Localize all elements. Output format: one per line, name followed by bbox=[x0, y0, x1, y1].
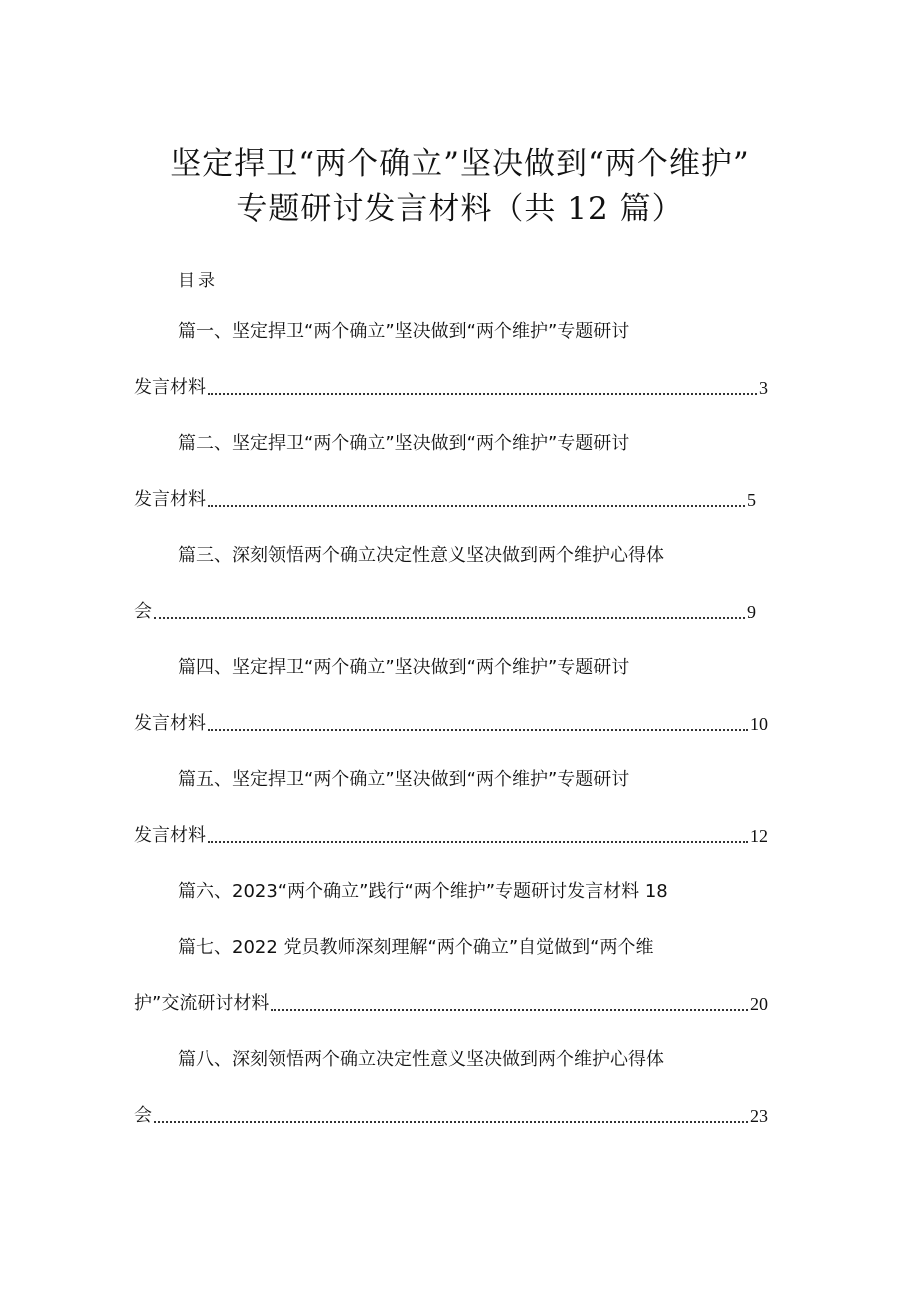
toc-entry-2-page: 5 bbox=[747, 490, 756, 510]
toc-entry-7-continuation[interactable] bbox=[134, 992, 768, 1016]
toc-entry-3-continuation[interactable] bbox=[134, 600, 756, 624]
toc-entry-8-page: 23 bbox=[750, 1106, 768, 1126]
toc-entry-8-title-end: 会 bbox=[134, 1105, 152, 1126]
toc-entry-4-page: 10 bbox=[750, 714, 768, 734]
toc-entry-1-page: 3 bbox=[759, 378, 768, 398]
toc-entry-7-title-end: 护”交流研讨材料 bbox=[134, 993, 270, 1014]
dot-leader bbox=[154, 617, 745, 619]
toc-entry-5-title[interactable]: 篇五、坚定捍卫“两个确立”坚决做到“两个维护”专题研讨 bbox=[178, 769, 630, 790]
toc-entry-3-page: 9 bbox=[747, 602, 756, 622]
toc-entry-1-title[interactable]: 篇一、坚定捍卫“两个确立”坚决做到“两个维护”专题研讨 bbox=[178, 321, 630, 342]
toc-entry-2-title-end: 发言材料 bbox=[134, 489, 206, 510]
dot-leader bbox=[208, 393, 757, 395]
toc-entry-4-title-end: 发言材料 bbox=[134, 713, 206, 734]
dot-leader bbox=[154, 1121, 748, 1123]
dot-leader bbox=[208, 841, 748, 843]
document-title-line-2: 专题研讨发言材料（共 12 篇） bbox=[236, 191, 684, 227]
dot-leader bbox=[208, 729, 748, 731]
toc-entry-7-title[interactable]: 篇七、2022 党员教师深刻理解“两个确立”自觉做到“两个维 bbox=[178, 937, 654, 958]
toc-entry-5-page: 12 bbox=[750, 826, 768, 846]
toc-entry-5-continuation[interactable] bbox=[134, 824, 768, 848]
toc-entry-6-title[interactable]: 篇六、2023“两个确立”践行“两个维护”专题研讨发言材料 18 bbox=[178, 881, 668, 902]
dot-leader bbox=[208, 505, 745, 507]
toc-entry-5-title-end: 发言材料 bbox=[134, 825, 206, 846]
toc-entry-2-continuation[interactable] bbox=[134, 488, 756, 512]
toc-entry-2-title[interactable]: 篇二、坚定捍卫“两个确立”坚决做到“两个维护”专题研讨 bbox=[178, 433, 630, 454]
toc-entry-8-title[interactable]: 篇八、深刻领悟两个确立决定性意义坚决做到两个维护心得体 bbox=[178, 1049, 664, 1070]
dot-leader bbox=[271, 1009, 748, 1011]
toc-entry-4-continuation[interactable] bbox=[134, 712, 768, 736]
toc-entry-1-title-end: 发言材料 bbox=[134, 377, 206, 398]
toc-entry-3-title[interactable]: 篇三、深刻领悟两个确立决定性意义坚决做到两个维护心得体 bbox=[178, 545, 664, 566]
toc-entry-8-continuation[interactable] bbox=[134, 1104, 768, 1128]
toc-entry-4-title[interactable]: 篇四、坚定捍卫“两个确立”坚决做到“两个维护”专题研讨 bbox=[178, 657, 630, 678]
toc-entry-3-title-end: 会 bbox=[134, 601, 152, 622]
toc-entry-7-page: 20 bbox=[750, 994, 768, 1014]
document-title-line-1: 坚定捍卫“两个确立”坚决做到“两个维护” bbox=[170, 146, 750, 182]
toc-entry-1-continuation[interactable] bbox=[134, 376, 768, 400]
toc-heading: 目录 bbox=[178, 271, 218, 291]
